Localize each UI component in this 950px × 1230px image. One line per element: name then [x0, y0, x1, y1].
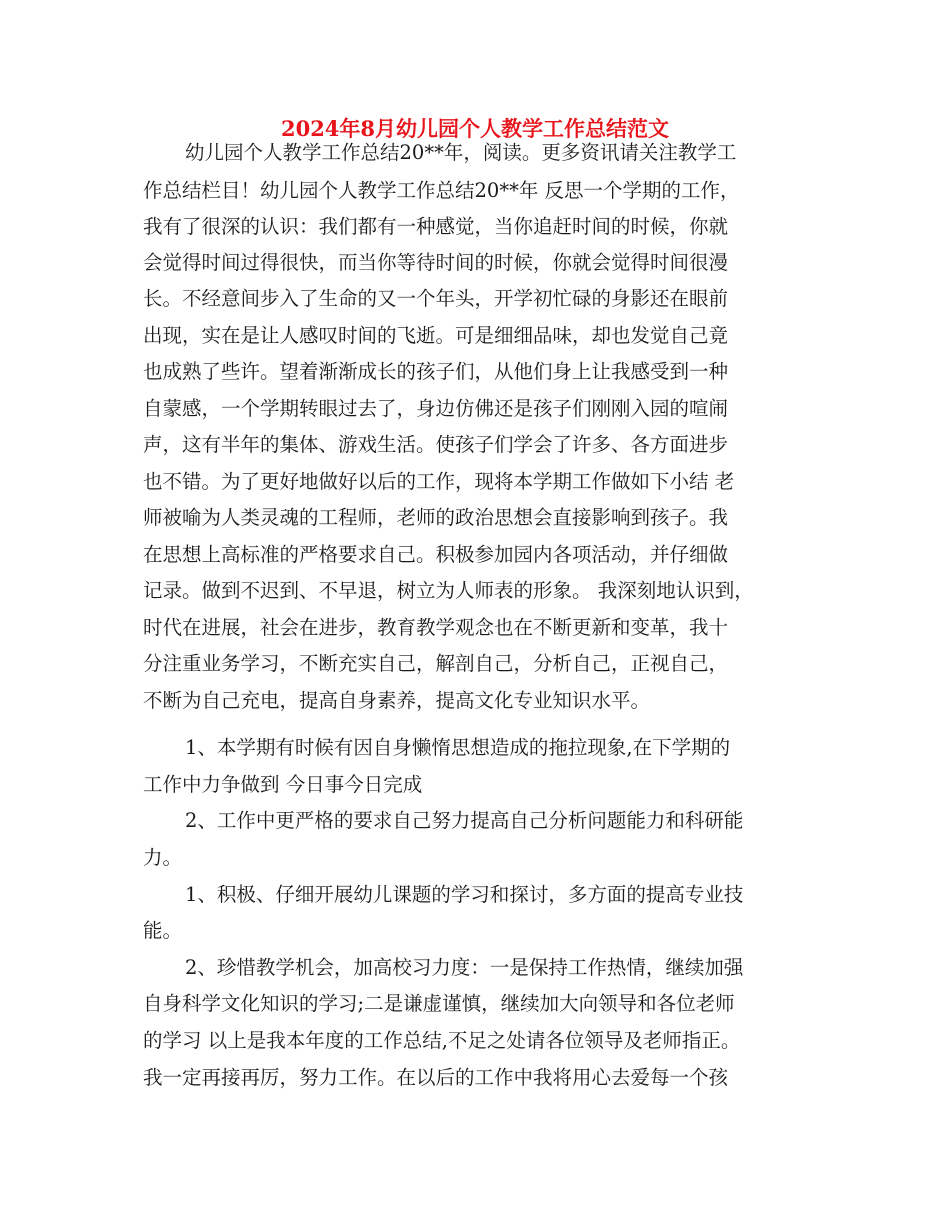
text-line: 作总结栏目！幼儿园个人教学工作总结20**年 反思一个学期的工作， [143, 179, 740, 202]
text-line: 会觉得时间过得很快，而当你等待时间的时候，你就会觉得时间很漫 [143, 251, 729, 274]
text-line: 2、珍惜教学机会，加高校习力度：一是保持工作热情，继续加强 [185, 956, 744, 979]
text-line: 时代在进展，社会在进步，教育教学观念也在不断更新和变革，我十 [143, 616, 729, 639]
text-line: 的学习 以上是我本年度的工作总结,不足之处请各位领导及老师指正。 [143, 1029, 741, 1052]
text-line: 力。 [143, 846, 183, 869]
text-line: 也成熟了些许。望着渐渐成长的孩子们，从他们身上让我感受到一种 [143, 360, 729, 383]
text-line: 在思想上高标准的严格要求自己。积极参加园内各项活动，并仔细做 [143, 543, 729, 566]
text-line: 工作中力争做到 今日事今日完成 [143, 773, 423, 796]
text-line: 1、本学期有时候有因自身懒惰思想造成的拖拉现象,在下学期的 [185, 736, 731, 759]
text-line: 不断为自己充电，提高自身素养，提高文化专业知识水平。 [143, 689, 651, 712]
text-line: 声，这有半年的集体、游戏生活。使孩子们学会了许多、各方面进步 [143, 433, 729, 456]
text-line: 长。不经意间步入了生命的又一个年头，开学初忙碌的身影还在眼前 [143, 287, 729, 310]
text-line: 记录。做到不迟到、不早退，树立为人师表的形象。 我深刻地认识到， [143, 579, 754, 602]
text-line: 自蒙感，一个学期转眼过去了，身边仿佛还是孩子们刚刚入园的喧闹 [143, 397, 729, 420]
text-line: 能。 [143, 919, 183, 942]
document-title: 2024年8月幼儿园个人教学工作总结范文 [280, 116, 670, 141]
text-line: 1、积极、仔细开展幼儿课题的学习和探讨，多方面的提高专业技 [185, 883, 744, 906]
text-line: 也不错。为了更好地做好以后的工作，现将本学期工作做如下小结 老 [143, 470, 735, 493]
text-line: 幼儿园个人教学工作总结20**年，阅读。更多资讯请关注教学工 [185, 141, 737, 164]
text-line: 我一定再接再厉，努力工作。在以后的工作中我将用心去爱每一个孩 [143, 1066, 729, 1089]
text-line: 分注重业务学习，不断充实自己，解剖自己，分析自己，正视自己， [143, 652, 729, 675]
text-line: 出现，实在是让人感叹时间的飞逝。可是细细品味，却也发觉自己竟 [143, 324, 729, 347]
text-line: 我有了很深的认识：我们都有一种感觉，当你追赶时间的时候，你就 [143, 215, 729, 238]
text-line: 自身科学文化知识的学习;二是谦虚谨慎，继续加大向领导和各位老师 [143, 992, 735, 1015]
text-line: 2、工作中更严格的要求自己努力提高自己分析问题能力和科研能 [185, 809, 744, 832]
text-line: 师被喻为人类灵魂的工程师，老师的政治思想会直接影响到孩子。我 [143, 506, 729, 529]
